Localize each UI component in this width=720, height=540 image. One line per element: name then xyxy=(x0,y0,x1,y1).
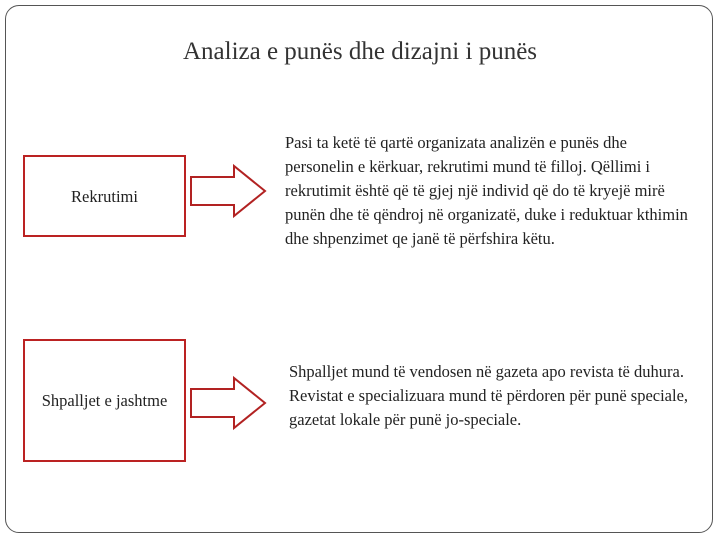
right-arrow-icon xyxy=(188,375,268,431)
description-rekrutimi: Pasi ta ketë të qartë organizata analizën e punës dhe personelin e kërkuar, rekrutimi mund të filloj. Qëllimi i rekrutimit është që të gjej një individ që do të kryejë mirë punën dhe të qëndroj në organizatë, duke i reduktuar kthimin dhe shpenzimet qe janë të përfshira këtu. xyxy=(285,133,688,248)
label-rekrutimi: Rekrutimi xyxy=(71,186,138,206)
label-box-shpalljet xyxy=(23,339,186,462)
label-shpalljet: Shpalljet e jashtme xyxy=(41,391,168,410)
description-shpalljet: Shpalljet mund të vendosen në gazeta apo revista të duhura. Revistat e specializuara mund të përdoren për punë speciale, gazetat lokale për punë jo-speciale. xyxy=(289,362,689,429)
label-box-rekrutimi xyxy=(23,155,186,237)
slide-title: Analiza e punës dhe dizajni i punës xyxy=(182,38,538,65)
right-arrow-icon xyxy=(188,163,268,219)
